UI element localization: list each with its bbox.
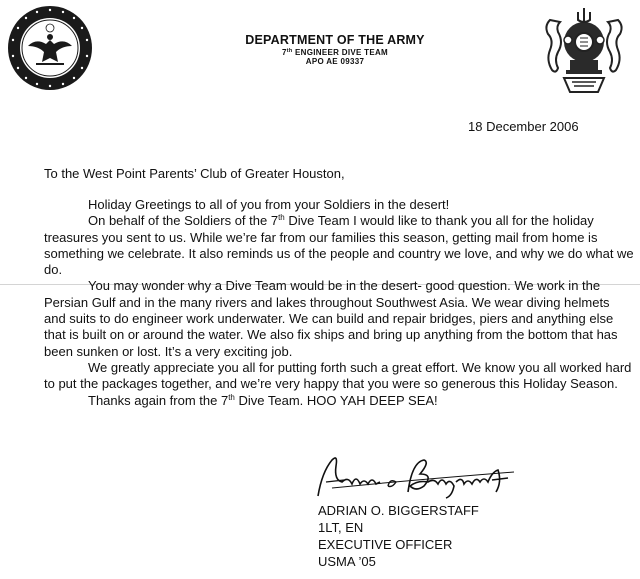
- signer-rank: 1LT, EN: [318, 520, 364, 535]
- signer-title: EXECUTIVE OFFICER: [318, 537, 453, 552]
- letterhead-address: APO AE 09337: [305, 57, 365, 66]
- letter-body: [44, 197, 634, 409]
- letterhead-unit: 7th ENGINEER DIVE TEAM: [281, 48, 389, 57]
- diver-helmet-insignia-icon: [536, 0, 632, 96]
- paragraph-thanks: On behalf of the Soldiers of the 7th Dive Team I would like to thank you all for the holiday treasures you sent to us. While we’re far from our families this season, getting mail from home is something we celebrate. It also reminds us of the people and country we love, and why we do what we do.: [44, 213, 634, 278]
- paragraph-closing: Thanks again from the 7th Dive Team. HOO YAH DEEP SEA!: [88, 392, 438, 408]
- letter-date: 18 December 2006: [468, 119, 579, 134]
- paragraph-greeting: Holiday Greetings to all of you from your Soldiers in the desert!: [88, 197, 450, 212]
- signature-block: [318, 502, 479, 570]
- letterhead-organization: DEPARTMENT OF THE ARMY: [245, 33, 425, 47]
- signer-class: USMA ’05: [318, 554, 376, 569]
- salutation: To the West Point Parents’ Club of Greater Houston,: [44, 166, 345, 181]
- letterhead: [170, 33, 500, 66]
- paragraph-mission: You may wonder why a Dive Team would be in the desert- good question. We work in the Persian Gulf and in the many rivers and lakes throughout Southwest Asia. We wear diving helmets and suits to do engineer work underwater. We can build and repair bridges, piers and anything else that is built on or around the water. We also fix ships and bring up anything from the bottom that has been sunken or lost. It’s a very exciting job.: [44, 278, 618, 359]
- handwritten-signature: [312, 452, 522, 502]
- department-of-defense-seal: [6, 4, 94, 92]
- paragraph-appreciation: We greatly appreciate you all for putting forth such a great effort. We know you all worked hard to put the packages together, and we’re very happy that you were so generous this Holiday Season.: [44, 359, 632, 392]
- signer-name: ADRIAN O. BIGGERSTAFF: [318, 503, 479, 518]
